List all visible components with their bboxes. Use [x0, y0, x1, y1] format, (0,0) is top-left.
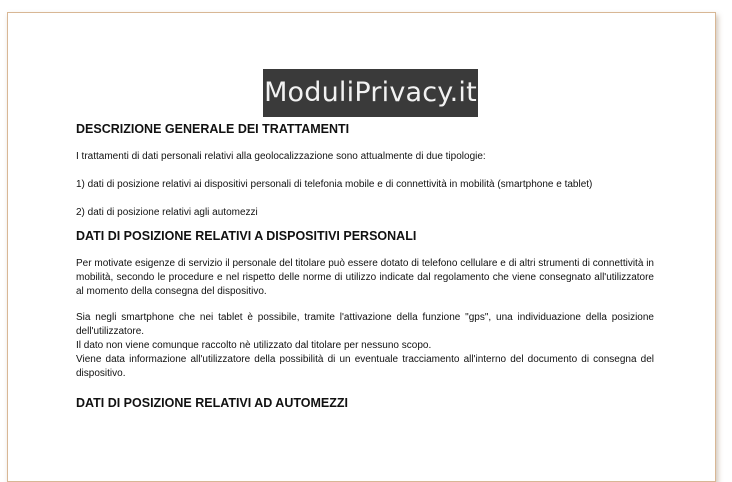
document-content [76, 121, 654, 411]
moduliprivacy-logo [263, 69, 478, 117]
intro-paragraph: I trattamenti di dati personali relativi alla geolocalizzazione sono attualmente di due tipologie: [76, 151, 486, 162]
section-heading-vehicles: DATI DI POSIZIONE RELATIVI AD AUTOMEZZI [76, 396, 348, 410]
paragraph-not-collected: Il dato non viene comunque raccolto nè utilizzato dal titolare per nessuno scopo. [76, 340, 432, 351]
paragraph-personal-devices: Per motivate esigenze di servizio il personale del titolare può essere dotato di telefono cellulare e di altri strumenti di connettività in mobilità, secondo le procedure e nel rispetto delle norme di utilizzo indicate dal regolamento che viene consegnato all'utilizzatore al momento della consegna del dispositivo. [76, 258, 654, 297]
paragraph-tracking-info: Viene data informazione all'utilizzatore della possibilità di un eventuale tracciamento all'interno del documento di consegna del dispositivo. [76, 354, 654, 379]
section-heading-personal-devices: DATI DI POSIZIONE RELATIVI A DISPOSITIVI PERSONALI [76, 229, 417, 243]
section-heading-general: DESCRIZIONE GENERALE DEI TRATTAMENTI [76, 122, 350, 136]
list-item-2: 2) dati di posizione relativi agli automezzi [76, 207, 258, 218]
list-item-1: 1) dati di posizione relativi ai dispositivi personali di telefonia mobile e di connettività in mobilità (smartphone e tablet) [76, 179, 593, 190]
logo-text: ModuliPrivacy.it [264, 77, 477, 108]
paragraph-gps: Sia negli smartphone che nei tablet è possibile, tramite l'attivazione della funzione "gps", una individuazione della posizione dell'utilizzatore. [76, 312, 654, 337]
